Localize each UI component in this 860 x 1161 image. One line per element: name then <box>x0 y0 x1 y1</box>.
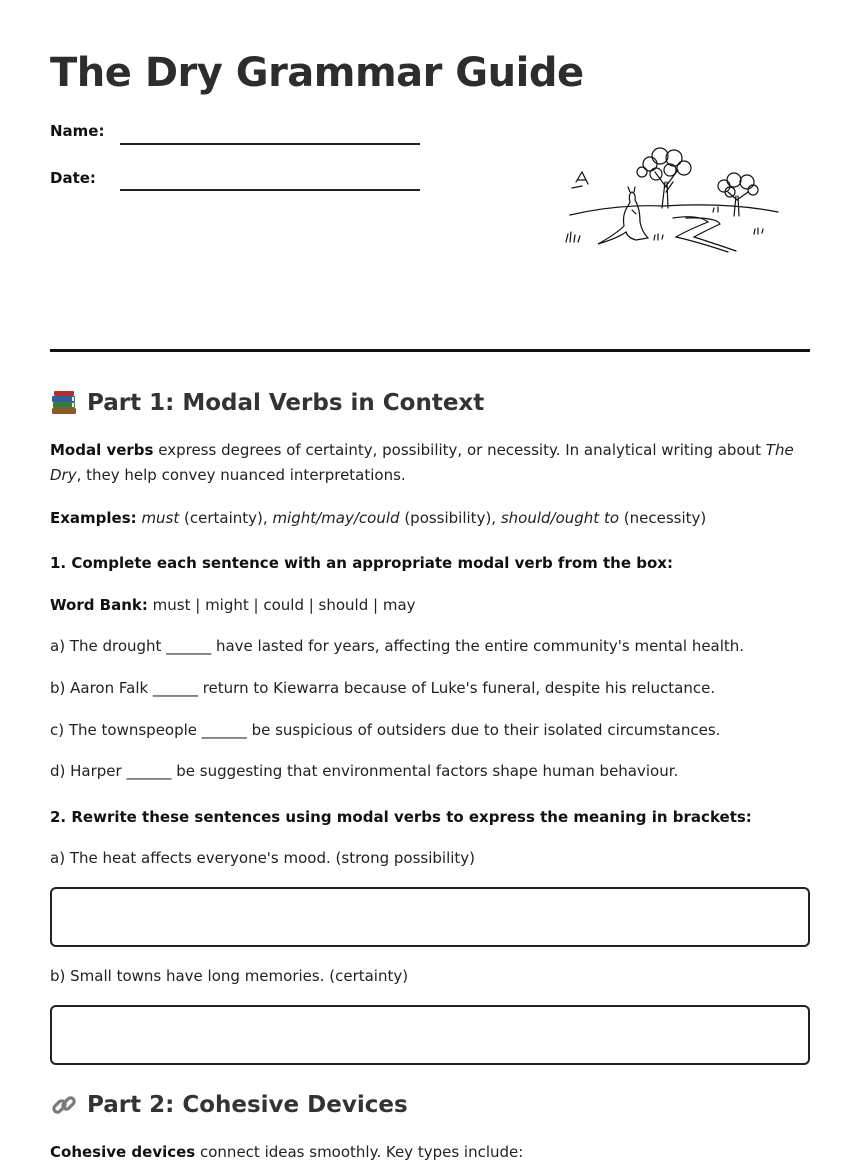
sentence-d: d) Harper ______ be suggesting that environmental factors shape human behaviour. <box>50 762 679 780</box>
word-bank-words: must | might | could | should | may <box>147 596 416 614</box>
rewrite-item-b: b) Small towns have long memories. (certainty) <box>50 967 409 985</box>
task2-instruction <box>50 808 752 826</box>
example-should: should/ought to <box>500 509 620 527</box>
rewrite-item-a: a) The heat affects everyone's mood. (strong possibility) <box>50 849 476 867</box>
date-field[interactable] <box>120 189 420 191</box>
example-might-note: (possibility), <box>399 509 501 527</box>
sentence-a: a) The drought ______ have lasted for years, affecting the entire community's mental health. <box>50 637 745 655</box>
sentence-b: b) Aaron Falk ______ return to Kiewarra because of Luke's funeral, despite his reluctance. <box>50 679 716 697</box>
name-field[interactable] <box>120 143 420 145</box>
task1-instruction <box>50 554 673 572</box>
intro-text-2: , they help convey nuanced interpretations. <box>76 466 406 484</box>
part2-heading <box>50 1092 408 1118</box>
part1-heading <box>50 390 484 416</box>
answer-box-b[interactable] <box>50 1005 810 1065</box>
part2-heading-text: Part 2: Cohesive Devices <box>87 1092 408 1118</box>
section-divider <box>50 349 810 352</box>
page-title: The Dry Grammar Guide <box>50 50 584 96</box>
sentence-c: c) The townspeople ______ be suspicious of outsiders due to their isolated circumstances. <box>50 721 721 739</box>
intro-text-1: express degrees of certainty, possibility, or necessity. In analytical writing about <box>153 441 766 459</box>
intro-term: Modal verbs <box>50 441 154 459</box>
cohesive-term: Cohesive devices <box>50 1143 196 1161</box>
example-might: might/may/could <box>272 509 400 527</box>
cohesive-intro <box>50 1143 523 1161</box>
cohesive-intro-text: connect ideas smoothly. Key types include: <box>195 1143 524 1161</box>
example-must-note: (certainty), <box>179 509 273 527</box>
book-title: The Dry <box>50 441 794 484</box>
example-must: must <box>141 509 180 527</box>
examples-line <box>50 509 706 527</box>
name-label: Name: <box>50 122 105 140</box>
books-icon <box>50 390 78 416</box>
link-icon <box>50 1092 78 1118</box>
answer-box-a[interactable] <box>50 887 810 947</box>
example-should-note: (necessity) <box>619 509 707 527</box>
task1-instruction-text: 1. Complete each sentence with an appropriate modal verb from the box: <box>50 554 673 572</box>
examples-label: Examples: <box>50 509 137 527</box>
outback-illustration <box>558 142 783 257</box>
part1-heading-text: Part 1: Modal Verbs in Context <box>87 390 485 416</box>
date-label: Date: <box>50 169 96 187</box>
modal-verbs-intro <box>50 438 810 488</box>
word-bank-label: Word Bank: <box>50 596 148 614</box>
word-bank <box>50 596 416 614</box>
task2-instruction-text: 2. Rewrite these sentences using modal verbs to express the meaning in brackets: <box>50 808 752 826</box>
